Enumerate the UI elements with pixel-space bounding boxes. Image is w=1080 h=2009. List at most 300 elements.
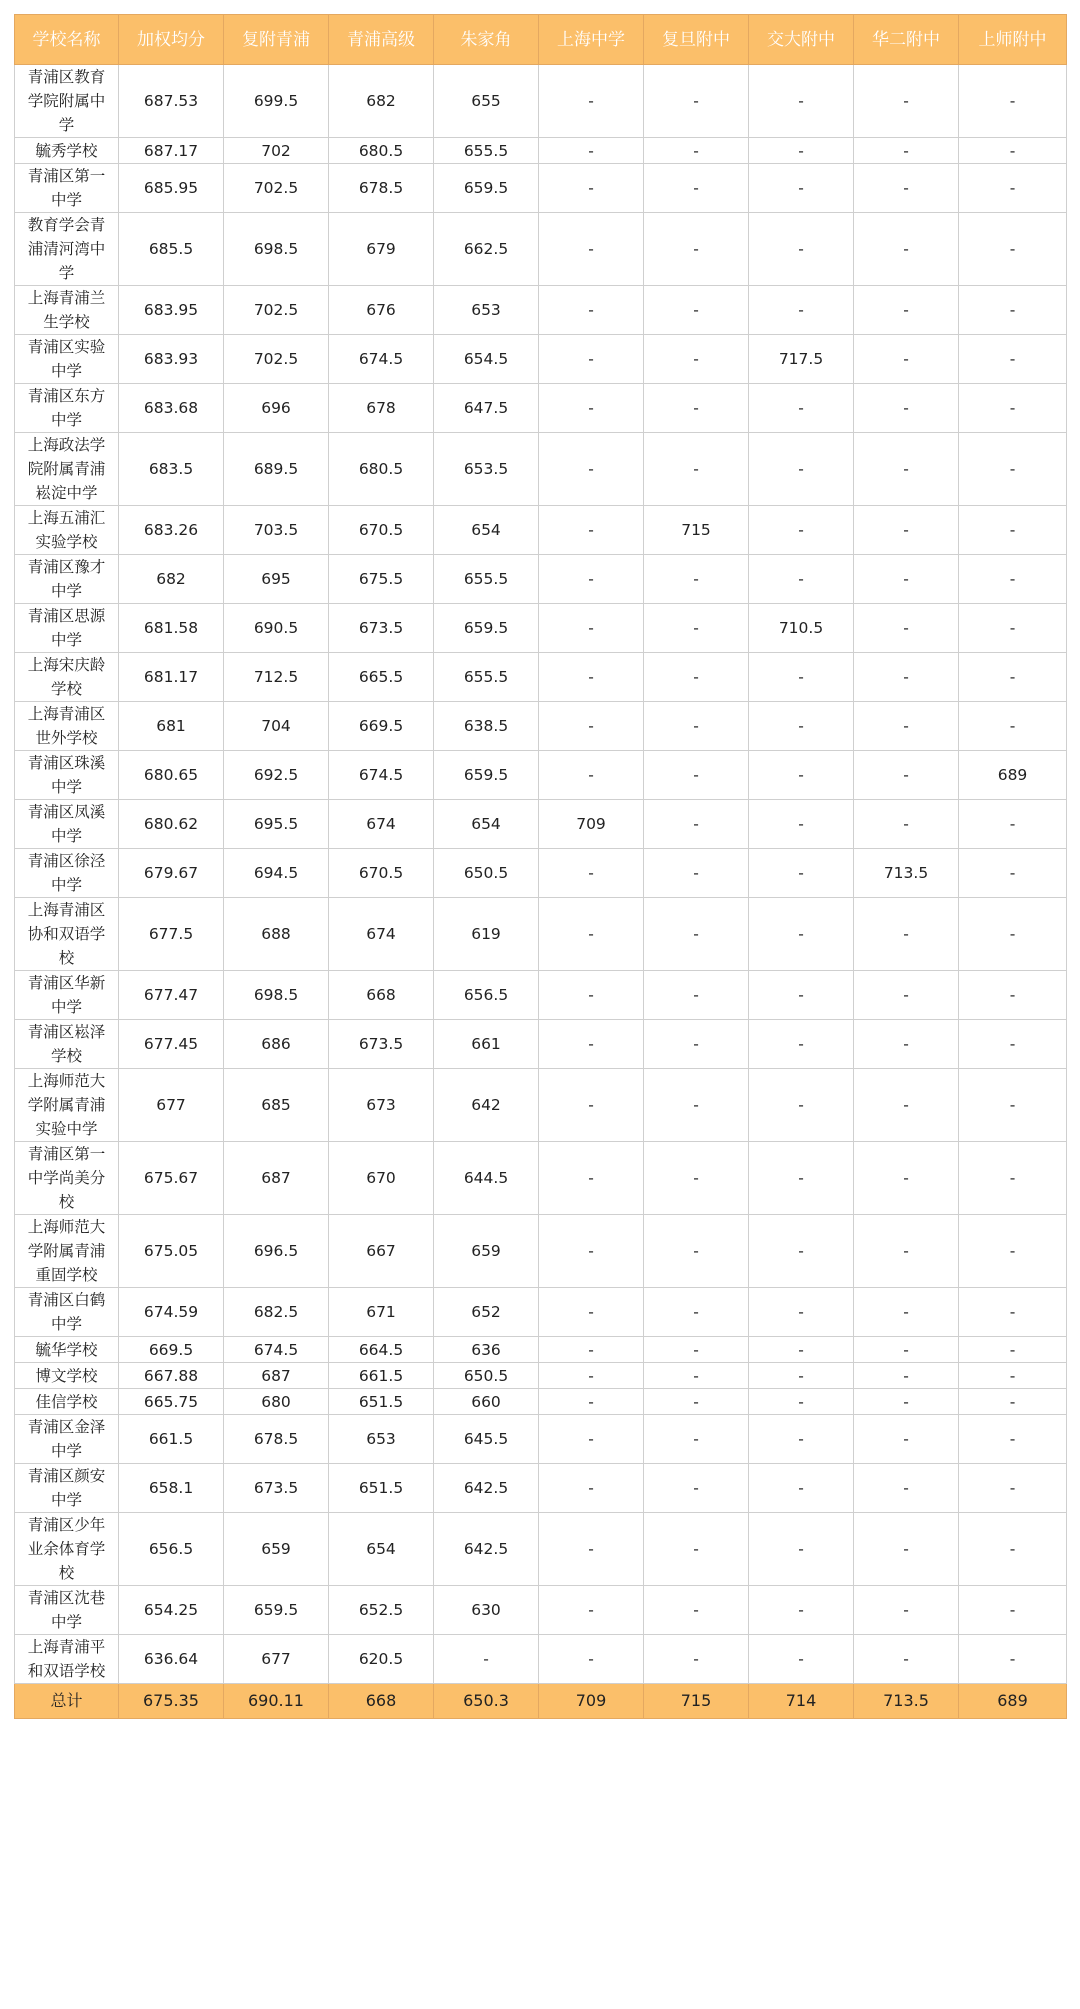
score-cell: - — [539, 702, 644, 751]
score-cell: 673 — [329, 1069, 434, 1142]
score-cell: - — [539, 164, 644, 213]
score-cell: - — [539, 1215, 644, 1288]
score-cell: 677 — [119, 1069, 224, 1142]
score-cell: - — [959, 384, 1067, 433]
score-cell: - — [644, 433, 749, 506]
score-cell: 698.5 — [224, 971, 329, 1020]
score-cell: - — [749, 1363, 854, 1389]
score-cell: 702.5 — [224, 164, 329, 213]
score-cell: - — [959, 1464, 1067, 1513]
score-cell: 682 — [119, 555, 224, 604]
score-cell: 715 — [644, 506, 749, 555]
score-cell: - — [959, 138, 1067, 164]
score-cell: - — [644, 604, 749, 653]
table-row — [15, 1389, 1067, 1415]
school-name-cell: 上海青浦区协和双语学校 — [15, 898, 119, 971]
score-cell: - — [644, 971, 749, 1020]
score-cell: 678 — [329, 384, 434, 433]
score-cell: - — [749, 1415, 854, 1464]
score-cell: - — [854, 1415, 959, 1464]
school-name-cell: 青浦区豫才中学 — [15, 555, 119, 604]
score-cell: - — [854, 1288, 959, 1337]
score-cell: 654.25 — [119, 1586, 224, 1635]
score-cell: - — [749, 653, 854, 702]
score-cell: - — [539, 1288, 644, 1337]
score-cell: - — [539, 1389, 644, 1415]
score-cell: 660 — [434, 1389, 539, 1415]
header-fufu-qingpu: 复附青浦 — [224, 15, 329, 65]
score-cell: 675.05 — [119, 1215, 224, 1288]
score-cell: - — [854, 1389, 959, 1415]
score-cell: - — [854, 506, 959, 555]
score-cell: - — [854, 604, 959, 653]
score-cell: 659.5 — [434, 164, 539, 213]
school-name-cell: 青浦区凤溪中学 — [15, 800, 119, 849]
table-row — [15, 971, 1067, 1020]
table-row — [15, 433, 1067, 506]
score-cell: 659.5 — [434, 604, 539, 653]
score-cell: - — [539, 335, 644, 384]
score-cell: 661 — [434, 1020, 539, 1069]
table-row — [15, 213, 1067, 286]
score-cell: - — [749, 971, 854, 1020]
score-cell: - — [959, 1363, 1067, 1389]
total-cell: 689 — [959, 1684, 1067, 1719]
score-cell: 687 — [224, 1142, 329, 1215]
score-cell: - — [959, 1069, 1067, 1142]
score-cell: - — [749, 1020, 854, 1069]
score-cell: 659.5 — [224, 1586, 329, 1635]
school-name-cell: 上海五浦汇实验学校 — [15, 506, 119, 555]
table-row — [15, 1635, 1067, 1684]
table-row — [15, 65, 1067, 138]
score-cell: - — [959, 702, 1067, 751]
score-cell: - — [749, 384, 854, 433]
score-cell: - — [959, 1513, 1067, 1586]
score-cell: 717.5 — [749, 335, 854, 384]
score-cell: - — [854, 751, 959, 800]
table-row — [15, 1363, 1067, 1389]
score-cell: 661.5 — [119, 1415, 224, 1464]
score-cell: 670 — [329, 1142, 434, 1215]
score-cell: - — [539, 604, 644, 653]
score-cell: - — [959, 1288, 1067, 1337]
score-cell: 680.5 — [329, 138, 434, 164]
score-cell: 680 — [224, 1389, 329, 1415]
total-cell: 675.35 — [119, 1684, 224, 1719]
score-cell: 704 — [224, 702, 329, 751]
score-cell: 680.62 — [119, 800, 224, 849]
score-cell: 638.5 — [434, 702, 539, 751]
score-cell: - — [644, 800, 749, 849]
score-cell: - — [644, 213, 749, 286]
table-row — [15, 1513, 1067, 1586]
header-shishi-affiliated: 上师附中 — [959, 15, 1067, 65]
score-cell: - — [959, 555, 1067, 604]
school-name-cell: 青浦区思源中学 — [15, 604, 119, 653]
score-cell: - — [539, 971, 644, 1020]
score-cell: 651.5 — [329, 1464, 434, 1513]
score-cell: 665.5 — [329, 653, 434, 702]
score-cell: - — [854, 335, 959, 384]
school-name-cell: 上海师范大学附属青浦重固学校 — [15, 1215, 119, 1288]
score-cell: - — [854, 433, 959, 506]
score-cell: - — [644, 1635, 749, 1684]
school-name-cell: 上海青浦平和双语学校 — [15, 1635, 119, 1684]
score-cell: 683.5 — [119, 433, 224, 506]
score-cell: - — [749, 702, 854, 751]
score-cell: - — [749, 849, 854, 898]
score-cell: 689 — [959, 751, 1067, 800]
school-name-cell: 青浦区颜安中学 — [15, 1464, 119, 1513]
score-cell: - — [644, 1288, 749, 1337]
table-row — [15, 138, 1067, 164]
score-cell: 674 — [329, 800, 434, 849]
score-cell: - — [749, 213, 854, 286]
score-cell: 653.5 — [434, 433, 539, 506]
score-cell: - — [854, 1513, 959, 1586]
score-cell: 696.5 — [224, 1215, 329, 1288]
score-cell: 644.5 — [434, 1142, 539, 1215]
score-cell: 650.5 — [434, 849, 539, 898]
score-cell: - — [539, 1337, 644, 1363]
school-name-cell: 青浦区第一中学尚美分校 — [15, 1142, 119, 1215]
score-cell: 679.67 — [119, 849, 224, 898]
score-cell: 676 — [329, 286, 434, 335]
score-cell: 642.5 — [434, 1513, 539, 1586]
score-cell: - — [959, 604, 1067, 653]
header-shanghai-high: 上海中学 — [539, 15, 644, 65]
score-cell: 642 — [434, 1069, 539, 1142]
score-cell: 682.5 — [224, 1288, 329, 1337]
score-cell: 664.5 — [329, 1337, 434, 1363]
score-cell: 652 — [434, 1288, 539, 1337]
score-cell: 688 — [224, 898, 329, 971]
school-name-cell: 青浦区第一中学 — [15, 164, 119, 213]
score-cell: - — [854, 1069, 959, 1142]
score-cell: 685 — [224, 1069, 329, 1142]
score-cell: - — [749, 506, 854, 555]
school-name-cell: 青浦区实验中学 — [15, 335, 119, 384]
school-name-cell: 上海青浦区世外学校 — [15, 702, 119, 751]
score-cell: 683.26 — [119, 506, 224, 555]
score-cell: 674.5 — [329, 335, 434, 384]
score-cell: - — [854, 1215, 959, 1288]
school-name-cell: 青浦区东方中学 — [15, 384, 119, 433]
score-cell: 667 — [329, 1215, 434, 1288]
school-name-cell: 青浦区珠溪中学 — [15, 751, 119, 800]
table-row — [15, 849, 1067, 898]
score-cell: - — [854, 213, 959, 286]
table-row — [15, 702, 1067, 751]
score-cell: - — [539, 898, 644, 971]
total-cell: 650.3 — [434, 1684, 539, 1719]
score-cell: - — [959, 1020, 1067, 1069]
score-cell: 669.5 — [329, 702, 434, 751]
score-cell: 680.65 — [119, 751, 224, 800]
score-cell: - — [644, 849, 749, 898]
score-cell: - — [854, 164, 959, 213]
score-cell: 658.1 — [119, 1464, 224, 1513]
score-cell: 695.5 — [224, 800, 329, 849]
score-cell: - — [959, 971, 1067, 1020]
score-cell: - — [644, 138, 749, 164]
score-cell: 702.5 — [224, 286, 329, 335]
score-cell: 678.5 — [224, 1415, 329, 1464]
score-cell: 690.5 — [224, 604, 329, 653]
score-cell: - — [539, 555, 644, 604]
score-cell: - — [959, 1389, 1067, 1415]
score-cell: 647.5 — [434, 384, 539, 433]
school-name-cell: 青浦区崧泽学校 — [15, 1020, 119, 1069]
table-row — [15, 1464, 1067, 1513]
score-cell: 679 — [329, 213, 434, 286]
school-name-cell: 上海宋庆龄学校 — [15, 653, 119, 702]
score-cell: - — [854, 971, 959, 1020]
score-cell: 656.5 — [119, 1513, 224, 1586]
score-cell: - — [749, 751, 854, 800]
score-cell: - — [539, 1513, 644, 1586]
school-name-cell: 上海政法学院附属青浦崧淀中学 — [15, 433, 119, 506]
header-weighted-average: 加权均分 — [119, 15, 224, 65]
score-cell: - — [854, 1363, 959, 1389]
score-cell: 653 — [434, 286, 539, 335]
score-cell: - — [644, 384, 749, 433]
score-cell: 655.5 — [434, 138, 539, 164]
score-cell: - — [959, 506, 1067, 555]
table-body — [15, 65, 1067, 1684]
score-cell: - — [959, 335, 1067, 384]
score-cell: 636 — [434, 1337, 539, 1363]
table-row — [15, 1337, 1067, 1363]
header-huaer-affiliated: 华二附中 — [854, 15, 959, 65]
score-cell: 659.5 — [434, 751, 539, 800]
score-cell: - — [854, 800, 959, 849]
score-cell: - — [434, 1635, 539, 1684]
score-cell: 670.5 — [329, 506, 434, 555]
score-cell: 619 — [434, 898, 539, 971]
total-cell: 668 — [329, 1684, 434, 1719]
score-cell: 680.5 — [329, 433, 434, 506]
score-cell: 659 — [434, 1215, 539, 1288]
score-cell: 653 — [329, 1415, 434, 1464]
table-row — [15, 506, 1067, 555]
score-cell: - — [644, 1020, 749, 1069]
score-cell: - — [644, 1215, 749, 1288]
school-name-cell: 青浦区少年业余体育学校 — [15, 1513, 119, 1586]
school-name-cell: 青浦区沈巷中学 — [15, 1586, 119, 1635]
total-cell: 709 — [539, 1684, 644, 1719]
total-cell: 714 — [749, 1684, 854, 1719]
score-cell: - — [959, 1415, 1067, 1464]
score-cell: 674.59 — [119, 1288, 224, 1337]
school-name-cell: 青浦区徐泾中学 — [15, 849, 119, 898]
score-cell: - — [749, 65, 854, 138]
score-cell: - — [749, 1215, 854, 1288]
table-row — [15, 335, 1067, 384]
score-cell: 678.5 — [329, 164, 434, 213]
score-cell: - — [854, 65, 959, 138]
score-cell: - — [644, 1069, 749, 1142]
score-cell: 698.5 — [224, 213, 329, 286]
score-cell: - — [539, 506, 644, 555]
school-name-cell: 毓华学校 — [15, 1337, 119, 1363]
table-row — [15, 1415, 1067, 1464]
score-cell: - — [644, 1513, 749, 1586]
score-cell: 681.58 — [119, 604, 224, 653]
score-cell: - — [749, 1142, 854, 1215]
score-cell: - — [644, 164, 749, 213]
score-cell: 702.5 — [224, 335, 329, 384]
score-cell: 654 — [434, 506, 539, 555]
score-cell: - — [854, 384, 959, 433]
score-cell: - — [854, 1464, 959, 1513]
score-cell: - — [539, 213, 644, 286]
score-cell: - — [854, 555, 959, 604]
school-name-cell: 青浦区教育学院附属中学 — [15, 65, 119, 138]
score-cell: - — [959, 653, 1067, 702]
score-cell: - — [854, 653, 959, 702]
score-cell: 654 — [434, 800, 539, 849]
table-row — [15, 751, 1067, 800]
score-cell: - — [959, 1635, 1067, 1684]
score-cell: - — [959, 286, 1067, 335]
table-row — [15, 1020, 1067, 1069]
table-row — [15, 898, 1067, 971]
score-cell: - — [539, 653, 644, 702]
score-cell: - — [749, 1464, 854, 1513]
score-cell: - — [644, 1464, 749, 1513]
score-cell: 683.93 — [119, 335, 224, 384]
school-name-cell: 上海青浦兰生学校 — [15, 286, 119, 335]
score-cell: - — [539, 1586, 644, 1635]
table-row — [15, 384, 1067, 433]
score-cell: 630 — [434, 1586, 539, 1635]
score-cell: - — [539, 1464, 644, 1513]
score-cell: - — [539, 1020, 644, 1069]
score-cell: 685.95 — [119, 164, 224, 213]
score-cell: - — [749, 286, 854, 335]
score-cell: - — [644, 1337, 749, 1363]
score-cell: 654 — [329, 1513, 434, 1586]
score-cell: 654.5 — [434, 335, 539, 384]
score-cell: 677.45 — [119, 1020, 224, 1069]
score-cell: 687 — [224, 1363, 329, 1389]
score-cell: - — [854, 702, 959, 751]
score-cell: - — [749, 1586, 854, 1635]
school-name-cell: 佳信学校 — [15, 1389, 119, 1415]
school-name-cell: 青浦区白鹤中学 — [15, 1288, 119, 1337]
score-cell: 709 — [539, 800, 644, 849]
score-cell: - — [854, 1020, 959, 1069]
score-cell: 675.5 — [329, 555, 434, 604]
score-cell: 636.64 — [119, 1635, 224, 1684]
score-cell: - — [854, 1142, 959, 1215]
score-cell: 661.5 — [329, 1363, 434, 1389]
score-cell: - — [749, 1389, 854, 1415]
score-cell: - — [644, 335, 749, 384]
score-cell: 645.5 — [434, 1415, 539, 1464]
header-qingpu-senior: 青浦高级 — [329, 15, 434, 65]
header-fudan-affiliated: 复旦附中 — [644, 15, 749, 65]
score-cell: 682 — [329, 65, 434, 138]
score-cell: - — [749, 1635, 854, 1684]
total-cell: 715 — [644, 1684, 749, 1719]
score-cell: 674.5 — [329, 751, 434, 800]
score-cell: 677 — [224, 1635, 329, 1684]
score-cell: - — [644, 653, 749, 702]
school-name-cell: 青浦区华新中学 — [15, 971, 119, 1020]
score-cell: - — [644, 751, 749, 800]
score-cell: 674.5 — [224, 1337, 329, 1363]
score-cell: - — [854, 1635, 959, 1684]
school-name-cell: 上海师范大学附属青浦实验中学 — [15, 1069, 119, 1142]
table-row — [15, 1586, 1067, 1635]
score-cell: - — [644, 702, 749, 751]
header-jiaoda-affiliated: 交大附中 — [749, 15, 854, 65]
score-cell: - — [854, 286, 959, 335]
score-cell: - — [749, 1069, 854, 1142]
score-cell: - — [854, 1337, 959, 1363]
score-cell: - — [854, 138, 959, 164]
school-name-cell: 博文学校 — [15, 1363, 119, 1389]
table-row — [15, 800, 1067, 849]
score-cell: 673.5 — [329, 1020, 434, 1069]
score-cell: 656.5 — [434, 971, 539, 1020]
table-row — [15, 1288, 1067, 1337]
score-cell: - — [539, 849, 644, 898]
score-cell: - — [749, 164, 854, 213]
table-row — [15, 286, 1067, 335]
score-cell: 702 — [224, 138, 329, 164]
score-cell: 677.47 — [119, 971, 224, 1020]
score-cell: 699.5 — [224, 65, 329, 138]
score-cell: 703.5 — [224, 506, 329, 555]
score-cell: - — [749, 1288, 854, 1337]
score-cell: 694.5 — [224, 849, 329, 898]
score-cell: - — [539, 1069, 644, 1142]
score-cell: - — [539, 1363, 644, 1389]
score-cell: - — [539, 1415, 644, 1464]
score-cell: 710.5 — [749, 604, 854, 653]
total-cell: 713.5 — [854, 1684, 959, 1719]
score-cell: 652.5 — [329, 1586, 434, 1635]
score-cell: - — [854, 898, 959, 971]
score-cell: 677.5 — [119, 898, 224, 971]
score-cell: 681.17 — [119, 653, 224, 702]
score-cell: - — [959, 213, 1067, 286]
score-cell: - — [959, 849, 1067, 898]
score-cell: 712.5 — [224, 653, 329, 702]
score-cell: 673.5 — [224, 1464, 329, 1513]
header-school-name: 学校名称 — [15, 15, 119, 65]
table-row — [15, 653, 1067, 702]
score-cell: 687.17 — [119, 138, 224, 164]
score-cell: 655 — [434, 65, 539, 138]
score-cell: - — [959, 1215, 1067, 1288]
score-cell: - — [644, 1363, 749, 1389]
score-cell: - — [539, 138, 644, 164]
table-row — [15, 555, 1067, 604]
total-row — [15, 1684, 1067, 1719]
score-cell: 651.5 — [329, 1389, 434, 1415]
score-cell: - — [644, 555, 749, 604]
score-cell: - — [644, 1586, 749, 1635]
table-row — [15, 1215, 1067, 1288]
score-cell: - — [959, 1586, 1067, 1635]
score-cell: 667.88 — [119, 1363, 224, 1389]
score-cell: 687.53 — [119, 65, 224, 138]
